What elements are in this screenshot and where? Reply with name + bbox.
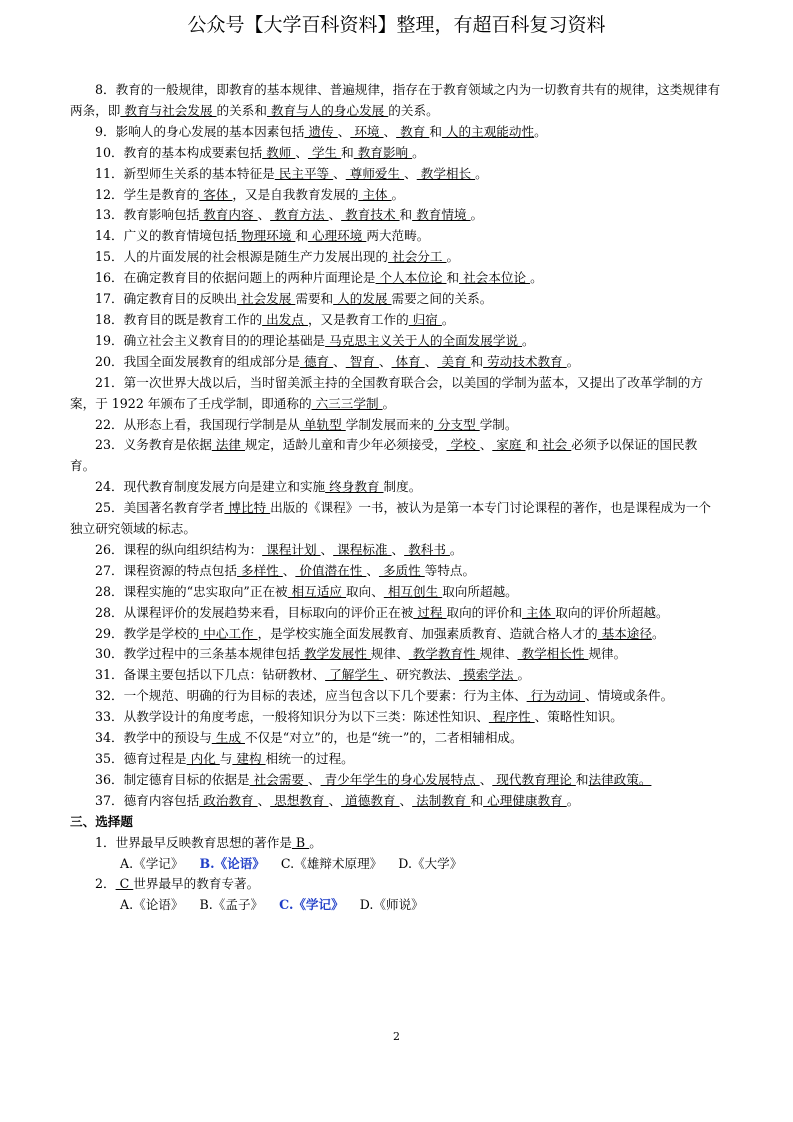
item-text: ．课程的纵向组织结构为： [111,541,263,557]
answer-blank: 个人本位论 [375,270,447,286]
item-text: ．我国全面发展教育的组成部分是 [111,353,300,369]
item-text: ．广义的教育情境包括 [111,228,237,244]
answer-blank: 价值潜在性 [295,562,367,578]
item-number: 9 [95,123,104,139]
item-number: 25 [95,500,112,516]
fill-blank-item [70,624,722,645]
fill-blank-item [70,435,722,477]
item-text: 、 [399,792,413,808]
item-text: 两大范畴。 [366,228,430,244]
answer-blank: 法制教育 [412,792,471,808]
item-number: 21 [95,374,112,390]
item-number: 12 [95,186,112,202]
item-text: 、 [404,165,417,181]
item-number: 31 [95,667,112,683]
mcq-stem [70,874,722,895]
answer-blank: 社会本位论 [459,270,531,286]
fill-blank-item [70,373,722,415]
page-header: 公众号【大学百科资料】整理，有超百科复习资料 [187,14,606,36]
answer-blank: 分支型 [433,416,480,432]
item-number: 36 [95,771,112,787]
item-text: 、 [328,792,342,808]
answer-blank: 课程计划 [262,541,321,557]
item-text: 。 [475,165,488,181]
item-text: 取向所超越。 [442,583,518,599]
item-text: 、 [307,771,321,787]
answer-blank: 马克思主义关于人的全面发展学说 [325,332,523,348]
item-text: 、 [366,562,379,578]
answer-blank: 教学教育性 [408,646,480,662]
fill-blank-item [70,352,722,373]
item-text: 、研究教法、 [383,667,460,683]
item-text: 。 [530,270,543,286]
fill-blank-item [70,164,722,185]
question-text: 2． [95,876,116,892]
item-text: ．学生是教育的 [111,186,200,202]
fill-blank-item [70,289,722,310]
item-text: ．义务教育是依据 [111,437,212,453]
item-number: 14 [95,228,112,244]
answer-blank: 出发点 [262,311,308,327]
item-number: 32 [95,688,112,704]
option: B.《孟子》 [199,897,264,913]
item-text: ．教育的基本构成要素包括 [111,144,263,160]
option: C.《雄辩术原理》 [280,855,383,871]
answer-blank: 基本途径 [597,625,652,641]
correct-option: B.《论语》 [199,855,265,871]
item-text: 和 [470,792,484,808]
item-text: 、 [320,541,334,557]
fill-blank-item [70,665,722,686]
answer-blank: 物理环境 [236,228,296,244]
answer-blank: 相互创生 [383,583,443,599]
item-text: 和 [525,437,539,453]
answer-blank: 法律 [211,437,245,453]
fill-blank-item [70,226,722,247]
fill-blank-item [70,205,722,226]
answer-blank: 环境 [350,123,384,139]
answer-blank: 教育技术 [341,207,400,223]
option: A.《学记》 [120,855,184,871]
fill-blank-item [70,498,722,540]
item-number: 10 [95,144,112,160]
item-text: ．确立社会主义教育目的的理论基础是 [111,332,326,348]
answer-blank: 青少年学生的身心发展特点 [320,771,480,787]
answer-blank: 过程 [413,604,447,620]
item-text: 。 [566,353,580,369]
mcq-options [120,854,722,875]
item-text: 需要和 [295,291,334,307]
answer-blank: 教科书 [404,541,450,557]
item-text: 和 [399,207,413,223]
item-number: 28 [95,583,112,599]
answer-blank: 六三三学制 [311,395,383,411]
answer-blank: 了解学生 [325,667,384,683]
item-text: ，是学校实施全面发展教育、加强素质教育、造就合格人才的 [257,625,598,641]
fill-blank-item [70,540,722,561]
fill-blank-item [70,80,722,122]
item-number: 15 [95,249,112,265]
item-text: 。 [446,249,460,265]
answer-blank: 课程标准 [333,541,392,557]
answer-blank: 博比特 [224,500,271,516]
item-text: 、 [378,353,392,369]
fill-blank-item [70,477,722,498]
item-text: 取向的评价和 [446,604,523,620]
item-number: 16 [95,270,112,286]
answer-blank: 主体 [358,186,392,202]
item-text: ．从教学设计的角度考虑，一般将知识分为以下三类：陈述性知识、 [111,709,489,725]
item-text: 不仅是“对立”的，也是“统一”的，二者相辅相成。 [244,730,523,746]
item-text: 出版的《课程》一书，被认为是第一本专门讨论课程的著作，也是课程成为一个独立研究领域的标志。 [70,500,711,537]
fill-blank-item [70,561,722,582]
item-text: ．教学过程中的三条基本规律包括 [111,646,300,662]
option: A.《论语》 [120,897,184,913]
item-text: 规律、 [479,646,518,662]
item-text: 的关系和 [216,102,267,118]
item-number: 18 [95,311,112,327]
item-number: 34 [95,730,112,746]
item-text: ．确定教育目的反映出 [111,291,237,307]
option: D.《师说》 [359,897,424,913]
answer-blank: 中心工作 [199,625,258,641]
answer-blank: 德育 [299,353,334,369]
item-text: 等特点。 [424,562,476,578]
answer-blank: 遗传 [304,123,338,139]
item-number: 23 [95,437,112,453]
fill-blank-item [70,749,722,770]
answer-blank: 学生 [307,144,342,160]
item-text: ．现代教育制度发展方向是建立和实施 [111,479,326,495]
item-text: 、 [391,541,405,557]
fill-blank-item [70,603,722,624]
item-text: ．德育内容包括 [111,792,200,808]
fill-blank-item [70,686,722,707]
item-text: ．人的片面发展的社会根源是随生产力发展出现的 [111,249,389,265]
item-text: 取向的评价所超越。 [555,604,669,620]
item-text: ，又是教育工作的 [307,311,409,327]
answer-blank: 摸索学法 [459,667,518,683]
item-text: 。 [391,186,405,202]
item-text: 必须予以保证的国民教育。 [70,437,698,474]
answer-blank: 多样性 [236,562,283,578]
item-text: 规律、 [370,646,409,662]
fill-blank-item [70,143,722,164]
item-text: 。 [449,541,463,557]
answer-blank: 教学发展性 [299,646,371,662]
answer-blank: 法律政策。 [588,771,652,787]
answer-blank: 教育与人的身心发展 [266,102,389,118]
answer-blank: 教师 [262,144,296,160]
answer-blank: 心理健康教育 [483,792,567,808]
item-number: 35 [95,751,112,766]
answer-blank: 劳动技术教育 [483,353,567,369]
item-text: 与 [219,751,233,766]
answer-blank: 尊师爱生 [345,165,405,181]
fill-blank-item [70,185,722,206]
mcq-options [120,895,722,916]
item-text: 学制。 [479,416,518,432]
item-text: 、 [282,562,296,578]
item-text: 、 [328,207,342,223]
item-number: 37 [95,792,112,808]
item-text: 、 [337,123,351,139]
item-text: 和 [429,123,442,139]
answer-blank: 主体 [522,604,556,620]
item-text: 。 [522,332,535,348]
item-text: 。 [517,667,531,683]
fill-blank-item [70,770,722,791]
answer-blank: 单轨型 [299,416,346,432]
page-number: 2 [393,1030,400,1043]
item-text: 、 [479,437,493,453]
option: D.《大学》 [398,855,463,871]
item-number: 27 [95,562,112,578]
answer-blank: 政治教育 [199,792,258,808]
fill-blank-item [70,707,722,728]
item-text: ．教育目的既是教育工作的 [111,311,263,327]
item-number: 20 [95,353,112,369]
item-text: 、 [479,771,493,787]
item-text: 、 [383,123,397,139]
fill-blank-item [70,310,722,331]
item-text: 、 [424,353,438,369]
answer-blank: 教育 [396,123,430,139]
item-text: 制度。 [383,479,422,495]
answer-blank: 客体 [199,186,233,202]
item-text: 、 [257,207,271,223]
item-number: 29 [95,625,112,641]
item-text: 、 [257,792,271,808]
fill-blank-item [70,791,722,812]
fill-blank-item [70,122,722,143]
answer-blank: 思想教育 [270,792,329,808]
answer-blank: 民主平等 [274,165,334,181]
item-number: 11 [95,165,112,181]
item-text: 相统一的过程。 [265,751,354,766]
answer-blank: 程序性 [488,709,535,725]
item-text: 和 [446,270,460,286]
answer-blank: 家庭 [492,437,526,453]
item-text: ．德育过程是 [111,751,187,766]
item-text: 。 [470,207,484,223]
item-text: 、 [333,353,346,369]
item-text: ．制定德育目标的依据是 [111,771,250,787]
item-text: ．教学是学校的 [111,625,200,641]
answer-blank: 美育 [437,353,471,369]
answer-blank: 生成 [211,730,245,746]
item-text: 、情境或条件。 [585,688,674,704]
answer-blank: 学校 [446,437,480,453]
answer-blank: 人的发展 [333,291,392,307]
answer-blank: 现代教育理论 [492,771,576,787]
item-text: 规定，适龄儿童和青少年必须接受， [244,437,447,453]
item-text: ．备课主要包括以下几点：钻研教材、 [111,667,326,683]
item-text: 、策略性知识。 [534,709,623,725]
item-text: 规律。 [588,646,627,662]
answer-blank: 相互适应 [287,583,347,599]
answer-blank: 归宿 [408,311,442,327]
fill-blank-item [70,247,722,268]
item-text: 、 [295,144,308,160]
answer-blank: 教学相长 [416,165,476,181]
answer-blank: 多质性 [378,562,425,578]
item-number: 26 [95,541,112,557]
item-text: ．课程实施的“忠实取向”正在被 [111,583,288,599]
item-text: 学制发展而来的 [345,416,434,432]
item-number: 24 [95,479,112,495]
item-text: ．课程资源的特点包括 [111,562,237,578]
fill-blank-item [70,331,722,352]
item-text: 。 [412,144,425,160]
answer-blank: 人的主观能动性 [441,123,535,139]
item-text: ．教育影响包括 [111,207,200,223]
answer-blank: 内化 [186,751,220,766]
answer-blank: 心理环境 [307,228,367,244]
answer-blank: B [291,834,310,850]
answer-blank: 教育内容 [199,207,258,223]
item-text: ．教学中的预设与 [111,730,212,746]
answer-blank: 教学相长性 [517,646,589,662]
item-number: 17 [95,291,112,307]
item-number: 22 [95,416,112,432]
item-text: ．从形态上看，我国现行学制是从 [111,416,300,432]
item-text: 的关系。 [388,102,439,118]
answer-blank: 社会 [538,437,572,453]
fill-blank-item [70,728,722,749]
item-text: 。 [441,311,455,327]
answer-blank: 教育情境 [412,207,471,223]
item-number: 8 [95,82,104,97]
answer-blank: 社会发展 [236,291,296,307]
item-number: 28 [95,604,112,620]
answer-blank: 建构 [232,751,266,766]
item-text: ．从课程评价的发展趋势来看，目标取向的评价正在被 [111,604,414,620]
answer-blank: 社会分工 [388,249,447,265]
document-body [70,80,722,916]
item-text: 。 [382,395,396,411]
item-text: 。 [652,625,665,641]
answer-blank: 社会需要 [249,771,308,787]
item-number: 33 [95,709,112,725]
answer-blank: 教育与社会发展 [120,102,217,118]
fill-blank-item [70,644,722,665]
item-text: 和 [295,228,308,244]
fill-blank-item [70,582,722,603]
item-text: 和 [575,771,589,787]
item-text: ，又是自我教育发展的 [232,186,359,202]
fill-blank-item [70,415,722,436]
item-text: 取向、 [346,583,384,599]
item-text: 。 [534,123,547,139]
item-text: 和 [341,144,354,160]
answer-blank: 教育方法 [270,207,329,223]
question-text: 世界最早的教育专著。 [133,876,260,892]
item-number: 30 [95,646,112,662]
question-text: 。 [309,834,322,850]
item-text: ．教育的一般规律，即教育的基本规律、普遍规律，指存在于教育领域之内为一切教育共有的规律，这类规律有两条，即 [70,82,721,118]
question-text: 1．世界最早反映教育思想的著作是 [95,834,292,850]
answer-blank: 智育 [345,353,379,369]
item-number: 19 [95,332,112,348]
answer-blank: 行为动词 [526,688,586,704]
item-number: 13 [95,207,112,223]
item-text: ．新型师生关系的基本特征是 [111,165,275,181]
item-text: 需要之间的关系。 [391,291,493,307]
item-text: 和 [470,353,484,369]
mcq-stem [70,833,722,854]
answer-blank: 教育影响 [353,144,413,160]
answer-blank: 终身教育 [325,479,384,495]
answer-blank: 道德教育 [341,792,400,808]
item-text: ．影响人的身心发展的基本因素包括 [103,123,305,139]
correct-option: C.《学记》 [279,897,344,913]
item-text: 、 [333,165,346,181]
item-text: ．在确定教育目的依据问题上的两种片面理论是 [111,270,376,286]
item-text: ．第一次世界大战以后，当时留美派主持的全国教育联合会，以美国的学制为蓝本，又提出了改革学制的方案，于 1922 年颁布了壬戌学制，即通称的 [70,374,703,411]
section-heading: 三、选择题 [70,813,133,829]
answer-blank: 体育 [391,353,425,369]
item-text: ．美国著名教育学者 [111,500,225,516]
item-text: 。 [566,792,580,808]
answer-blank: C [115,876,134,892]
fill-blank-item [70,268,722,289]
item-text: ．一个规范、明确的行为目标的表述，应当包含以下几个要素：行为主体、 [111,688,527,704]
